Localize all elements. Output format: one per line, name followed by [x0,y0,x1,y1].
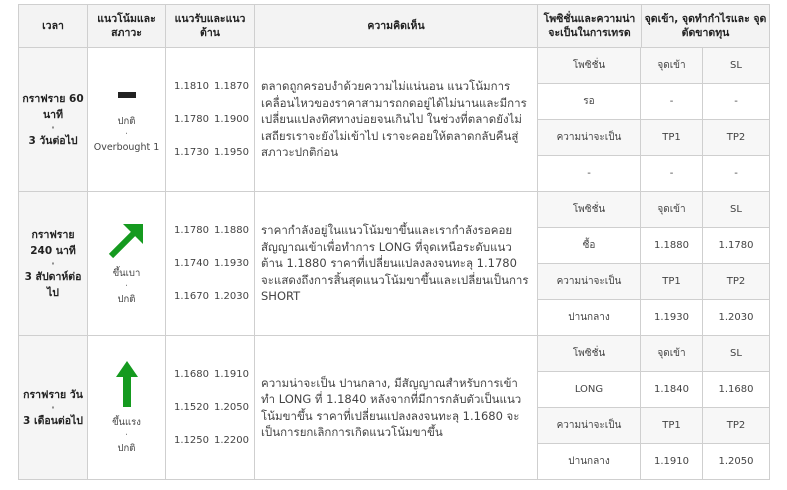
condition-label: ปกติ [117,442,136,454]
plan-cell: LONG [538,372,641,408]
plan-cell: - [703,156,770,192]
plan-cell: - [641,84,703,120]
trend-label: ขึ้นเบา [112,267,141,279]
plan-cell: 1.1910 [641,444,703,480]
support-level: 1.1250 [174,435,209,446]
trend-cell: ปกติ · Overbought 1 [88,48,166,192]
horizon-label: 3 เดือนต่อไป [23,414,83,427]
resistance-level: 1.2200 [214,435,249,446]
plan-cell: โพซิชั่น [538,48,641,84]
resistance-level: 1.1870 [214,81,249,92]
plan-cell: TP2 [703,120,770,156]
trade-plan-table [538,336,769,479]
plan-cell: ความน่าจะเป็น [538,408,641,444]
resistance-level: 1.1900 [214,114,249,125]
timeframe-cell: กราฟราย วัน · 3 เดือนต่อไป [19,336,88,480]
comment-cell: ความน่าจะเป็น ปานกลาง, มีสัญญาณสำหรับการเข้าทำ LONG ที่ 1.1840 หลังจากที่มีการกลับตัวเป็นแนวโน้มขาขึ้น ราคาที่เปลี่ยนแปลงลงจนทะลุ 1.1680 จะเป็นการยกเลิกการเกิดแนวโน้มขาขึ้น [255,336,538,480]
levels-cell [166,336,255,480]
trade-plan-cell [538,48,770,192]
table-row [19,192,770,336]
plan-cell: 1.1930 [641,300,703,336]
plan-cell: ซื้อ [538,228,641,264]
trade-plan-cell [538,336,770,480]
comment-cell: ตลาดถูกครอบงำด้วยความไม่แน่นอน แนวโน้มการเคลื่อนไหวของราคาสามารถกดอยู่ได้ไม่นานและมีการเปลี่ยนแปลงทิศทางบ่อยจนเกินไป ในช่วงที่ตลาดยังไม่เสถียรเราจะยังไม่เข้าไป เราจะคอยให้ตลาดกลับคืนสู่สภาวะปกติก่อน [255,48,538,192]
plan-cell: SL [703,336,770,372]
support-level: 1.1520 [174,402,209,413]
plan-cell: ความน่าจะเป็น [538,264,641,300]
trend-cell: ขึ้นแรง · ปกติ [88,336,166,480]
plan-cell: 1.2030 [703,300,770,336]
plan-cell: - [538,156,641,192]
header-position: โพซิชั่นและความน่า จะเป็นในการเทรด [538,5,642,48]
trade-plan-cell [538,192,770,336]
support-level: 1.1780 [174,114,209,125]
plan-cell: SL [703,48,770,84]
plan-cell: ความน่าจะเป็น [538,120,641,156]
support-level: 1.1810 [174,81,209,92]
horizon-label: 3 สัปดาห์ต่อไป [24,270,82,299]
plan-cell: จุดเข้า [641,48,703,84]
plan-cell: TP1 [641,264,703,300]
plan-cell: จุดเข้า [641,336,703,372]
plan-cell: จุดเข้า [641,192,703,228]
resistance-level: 1.1930 [214,258,249,269]
plan-cell: TP2 [703,408,770,444]
trend-label: ปกติ [117,115,136,127]
header-time: เวลา [19,5,88,48]
arrow-up-right-icon [107,220,147,260]
trend-cell: ขึ้นเบา · ปกติ [88,192,166,336]
plan-cell: โพซิชั่น [538,192,641,228]
horizon-label: 3 วันต่อไป [28,134,78,147]
condition-label: ปกติ [117,293,136,305]
resistance-level: 1.1910 [214,369,249,380]
resistance-level: 1.2030 [214,291,249,302]
resistance-level: 1.1950 [214,147,249,158]
plan-cell: - [641,156,703,192]
trade-plan-table [538,48,769,191]
timeframe-cell: กราฟราย 240 นาที · 3 สัปดาห์ต่อไป [19,192,88,336]
trend-label: ขึ้นแรง [112,416,141,428]
header-levels: แนวรับและแนว ต้าน [166,5,255,48]
plan-cell: 1.1680 [703,372,770,408]
header-trend: แนวโน้มและ สภาวะ [88,5,166,48]
plan-cell: SL [703,192,770,228]
support-level: 1.1730 [174,147,209,158]
plan-cell: - [703,84,770,120]
table-row [19,48,770,192]
resistance-level: 1.2050 [214,402,249,413]
timeframe-label: กราฟราย 240 นาที [30,228,76,257]
support-level: 1.1680 [174,369,209,380]
timeframe-label: กราฟราย วัน [23,388,83,401]
header-entry: จุดเข้า, จุดทำกำไรและ จุดตัดขาดทุน [642,5,770,48]
plan-cell: 1.2050 [703,444,770,480]
comment-cell: ราคากำลังอยู่ในแนวโน้มขาขึ้นและเรากำลังรอคอยสัญญาณเข้าเพื่อทำการ LONG ที่จุดเหนือระดับแนวต้าน 1.1880 ราคาที่เปลี่ยนแปลงลงจนทะลุ 1.1780 จะแสดงถึงการสิ้นสุดแนวโน้มขาขึ้นและเปลี่ยนเป็นการ SHORT [255,192,538,336]
timeframe-label: กราฟราย 60 นาที [22,92,84,121]
support-level: 1.1780 [174,225,209,236]
levels-cell [166,48,255,192]
condition-label: Overbought 1 [93,141,160,153]
table-row [19,336,770,480]
support-level: 1.1740 [174,258,209,269]
header-row [19,5,770,48]
arrow-up-icon [115,359,139,409]
plan-cell: ปานกลาง [538,300,641,336]
forecast-table [18,4,770,480]
resistance-level: 1.1880 [214,225,249,236]
plan-cell: รอ [538,84,641,120]
plan-cell: ปานกลาง [538,444,641,480]
plan-cell: 1.1840 [641,372,703,408]
support-level: 1.1670 [174,291,209,302]
plan-cell: โพซิชั่น [538,336,641,372]
header-comment: ความคิดเห็น [255,5,538,48]
plan-cell: 1.1780 [703,228,770,264]
plan-cell: TP1 [641,408,703,444]
levels-cell [166,192,255,336]
trade-plan-table [538,192,769,335]
plan-cell: TP2 [703,264,770,300]
timeframe-cell: กราฟราย 60 นาที · 3 วันต่อไป [19,48,88,192]
plan-cell: TP1 [641,120,703,156]
flat-dash-icon [117,84,137,108]
plan-cell: 1.1880 [641,228,703,264]
